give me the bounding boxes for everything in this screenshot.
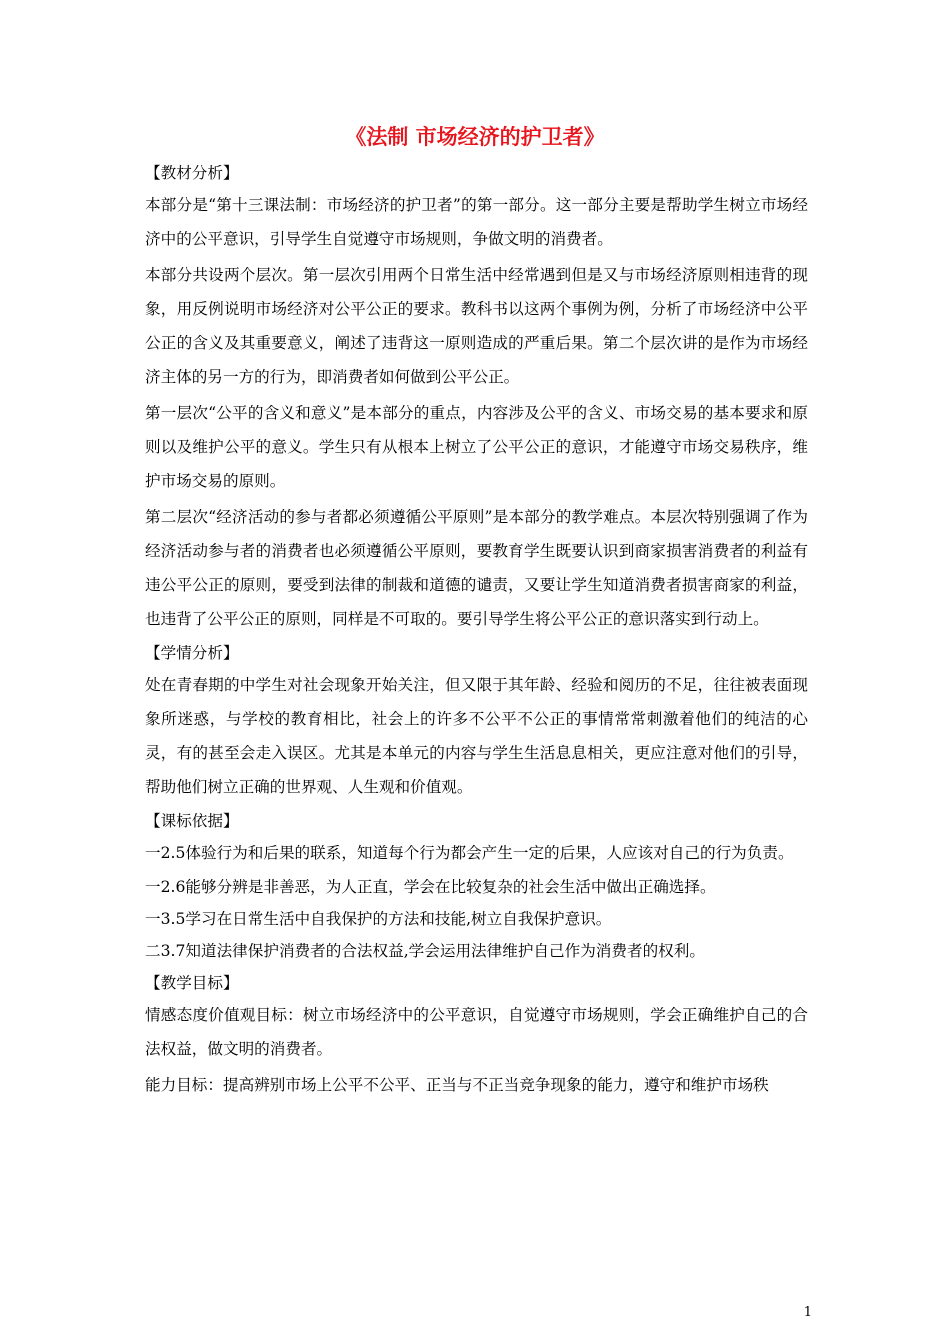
section-heading-teaching-goals: 【教学目标】: [145, 974, 239, 992]
paragraph: 一2.6能够分辨是非善恶，为人正直，学会在比较复杂的社会生活中做出正确选择。: [145, 878, 716, 896]
paragraph: 本部分共设两个层次。第一层次引用两个日常生活中经常遇到但是又与市场经济原则相违背的现象，用反例说明市场经济对公平公正的要求。教科书以这两个事例为例，分析了市场经济中公平公正的含义及其重要意义，阐述了违背这一原则造成的严重后果。第二个层次讲的是作为市场经济主体的另一方的行为，即消费者如何做到公平公正。: [145, 266, 808, 386]
paragraph: 第二层次“经济活动的参与者都必须遵循公平原则”是本部分的教学难点。本层次特别强调了作为经济活动参与者的消费者也必须遵循公平原则，要教育学生既要认识到商家损害消费者的利益有违公平公正的原则，要受到法律的制裁和道德的谴责，又要让学生知道消费者损害商家的利益，也违背了公平公正的原则，同样是不可取的。要引导学生将公平公正的意识落实到行动上。: [145, 508, 808, 628]
paragraph: 本部分是“第十三课法制：市场经济的护卫者”的第一部分。这一部分主要是帮助学生树立市场经济中的公平意识，引导学生自觉遵守市场规则，争做文明的消费者。: [145, 196, 808, 248]
paragraph: 情感态度价值观目标：树立市场经济中的公平意识，自觉遵守市场规则，学会正确维护自己的合法权益，做文明的消费者。: [145, 1006, 808, 1058]
section-heading-textbook-analysis: 【教材分析】: [145, 164, 239, 182]
paragraph: 能力目标：提高辨别市场上公平不公平、正当与不正当竞争现象的能力，遵守和维护市场秩: [145, 1076, 769, 1094]
paragraph: 第一层次“公平的含义和意义”是本部分的重点，内容涉及公平的含义、市场交易的基本要求和原则以及维护公平的意义。学生只有从根本上树立了公平公正的意识，才能遵守市场交易秩序，维护市场交易的原则。: [145, 404, 808, 490]
document-body: [145, 158, 808, 1104]
document-title: 《法制 市场经济的护卫者》: [345, 125, 605, 149]
paragraph: 处在青春期的中学生对社会现象开始关注，但又限于其年龄、经验和阅历的不足，往往被表面现象所迷惑，与学校的教育相比，社会上的许多不公平不公正的事情常常刺激着他们的纯洁的心灵，有的甚至会走入误区。尤其是本单元的内容与学生生活息息相关，更应注意对他们的引导，帮助他们树立正确的世界观、人生观和价值观。: [145, 676, 808, 796]
page-number: 1: [803, 1305, 812, 1320]
paragraph: 二3.7知道法律保护消费者的合法权益,学会运用法律维护自己作为消费者的权利。: [145, 942, 705, 960]
paragraph: 一3.5学习在日常生活中自我保护的方法和技能,树立自我保护意识。: [145, 910, 612, 928]
paragraph: 一2.5体验行为和后果的联系，知道每个行为都会产生一定的后果，人应该对自己的行为负责。: [145, 844, 794, 862]
section-heading-student-analysis: 【学情分析】: [145, 644, 239, 662]
section-heading-curriculum-basis: 【课标依据】: [145, 812, 239, 830]
